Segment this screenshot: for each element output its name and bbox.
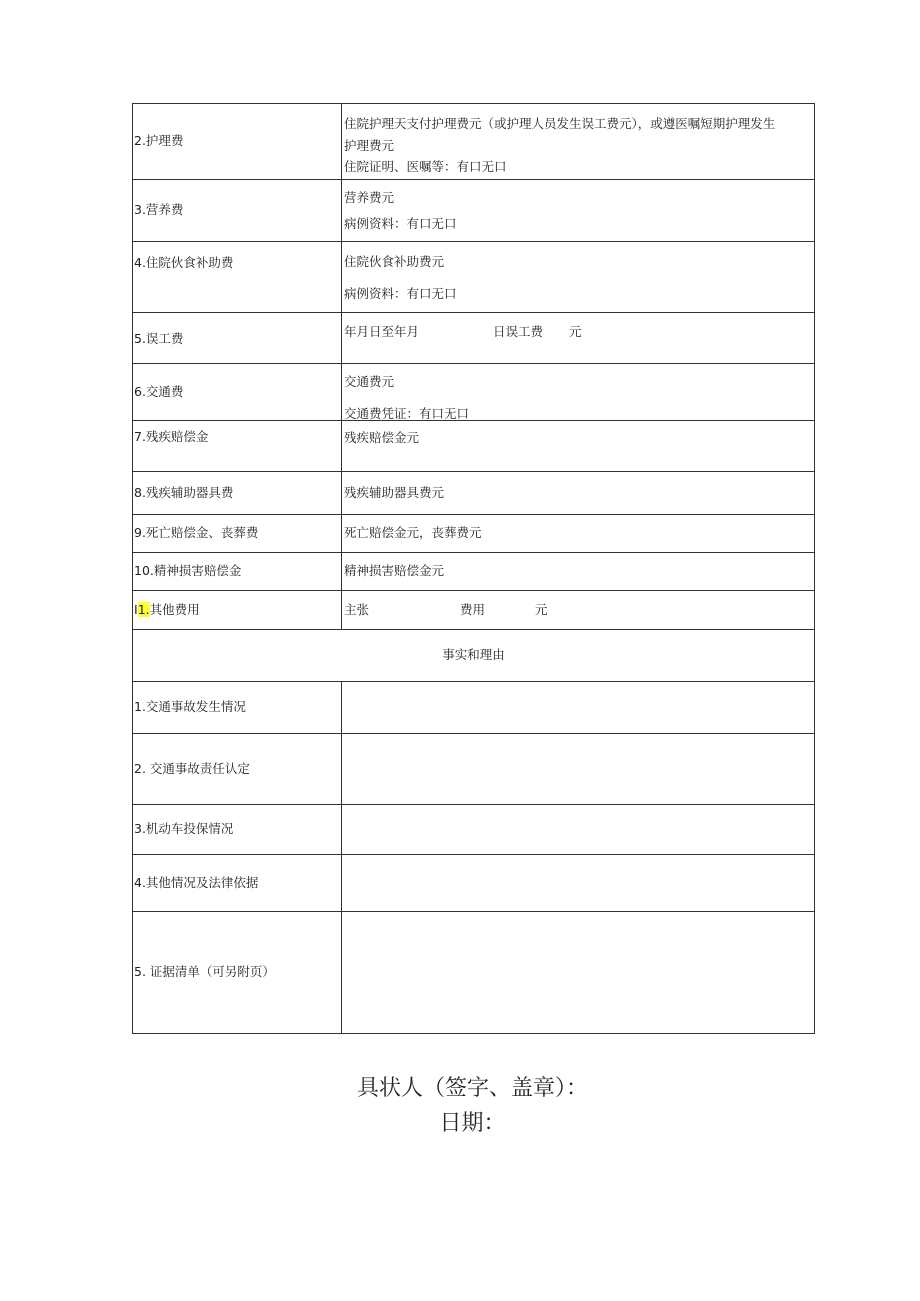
fact-label: 5. 证据清单（可另附页）: [133, 912, 342, 1034]
row-label: 3.营养费: [133, 180, 342, 242]
row-label: 2.护理费: [133, 104, 342, 180]
value-line: 病例资料：有口无口: [344, 215, 457, 231]
fact-value: [342, 734, 815, 805]
row-value: [342, 553, 815, 591]
table-row: [133, 682, 815, 734]
table-row: [133, 805, 815, 855]
value-line: 住院伙食补助费元: [344, 254, 445, 269]
row-value: [342, 591, 815, 630]
value-line: 交通费凭证：有口无口: [344, 405, 470, 421]
table-row: [133, 313, 815, 364]
value-line: 死亡赔偿金元，丧葬费元: [344, 525, 482, 541]
value-line: 残疾辅助器具费元: [344, 484, 445, 500]
table-row: [133, 515, 815, 553]
fact-value: [342, 805, 815, 855]
row-value: [342, 180, 815, 242]
value-line: 主张 费用 元: [344, 601, 548, 617]
fact-label: 4.其他情况及法律依据: [133, 855, 342, 912]
fact-value: [342, 682, 815, 734]
table-row: [133, 912, 815, 1034]
row-value: [342, 421, 815, 472]
fact-value: [342, 912, 815, 1034]
table-row: [133, 855, 815, 912]
highlighted-text: 1.: [137, 601, 150, 617]
compensation-form-table: [132, 103, 815, 1034]
value-line: 病例资料：有口无口: [344, 285, 457, 301]
row-label: I1.其他费用: [133, 591, 342, 630]
section-header-row: [133, 630, 815, 682]
row-value: [342, 313, 815, 364]
row-label: 6.交通费: [133, 364, 342, 421]
table-row: [133, 242, 815, 313]
value-line: 精神损害赔偿金元: [344, 563, 445, 579]
value-line: 年月日至年月 日误工费 元: [344, 324, 582, 339]
value-line: 住院证明、医嘱等：有口无口: [344, 159, 507, 174]
section-title: 事实和理由: [133, 630, 815, 682]
table-row: [133, 472, 815, 515]
row-label: 4.住院伙食补助费: [133, 242, 342, 313]
fact-label: 2. 交通事故责任认定: [133, 734, 342, 805]
fact-label: 3.机动车投保情况: [133, 805, 342, 855]
row-label: 7.残疾赔偿金: [133, 421, 342, 472]
value-line: 住院护理天支付护理费元（或护理人员发生误工费元），或遵医嘱短期护理发生: [344, 116, 776, 131]
signer-label: 具状人（签字、盖章）：: [356, 1076, 588, 1101]
row-label: 9.死亡赔偿金、丧葬费: [133, 515, 342, 553]
row-value: [342, 515, 815, 553]
fact-value: [342, 855, 815, 912]
date-label: 日期：: [439, 1111, 506, 1136]
table-row: [133, 104, 815, 180]
fact-label: 1.交通事故发生情况: [133, 682, 342, 734]
table-row: [133, 553, 815, 591]
value-line: 交通费元: [344, 374, 395, 389]
row-label: 8.残疾辅助器具费: [133, 472, 342, 515]
table-row: [133, 734, 815, 805]
row-value: [342, 472, 815, 515]
value-line: 营养费元: [344, 190, 395, 205]
row-value: [342, 242, 815, 313]
table-row: [133, 364, 815, 421]
row-value: [342, 364, 815, 421]
table-row: [133, 421, 815, 472]
table-row: [133, 180, 815, 242]
table-row: [133, 591, 815, 630]
row-label: 10.精神损害赔偿金: [133, 553, 342, 591]
value-line: 残疾赔偿金元: [344, 430, 420, 445]
row-label: 5.误工费: [133, 313, 342, 364]
value-line: 护理费元: [344, 137, 395, 153]
row-value: [342, 104, 815, 180]
